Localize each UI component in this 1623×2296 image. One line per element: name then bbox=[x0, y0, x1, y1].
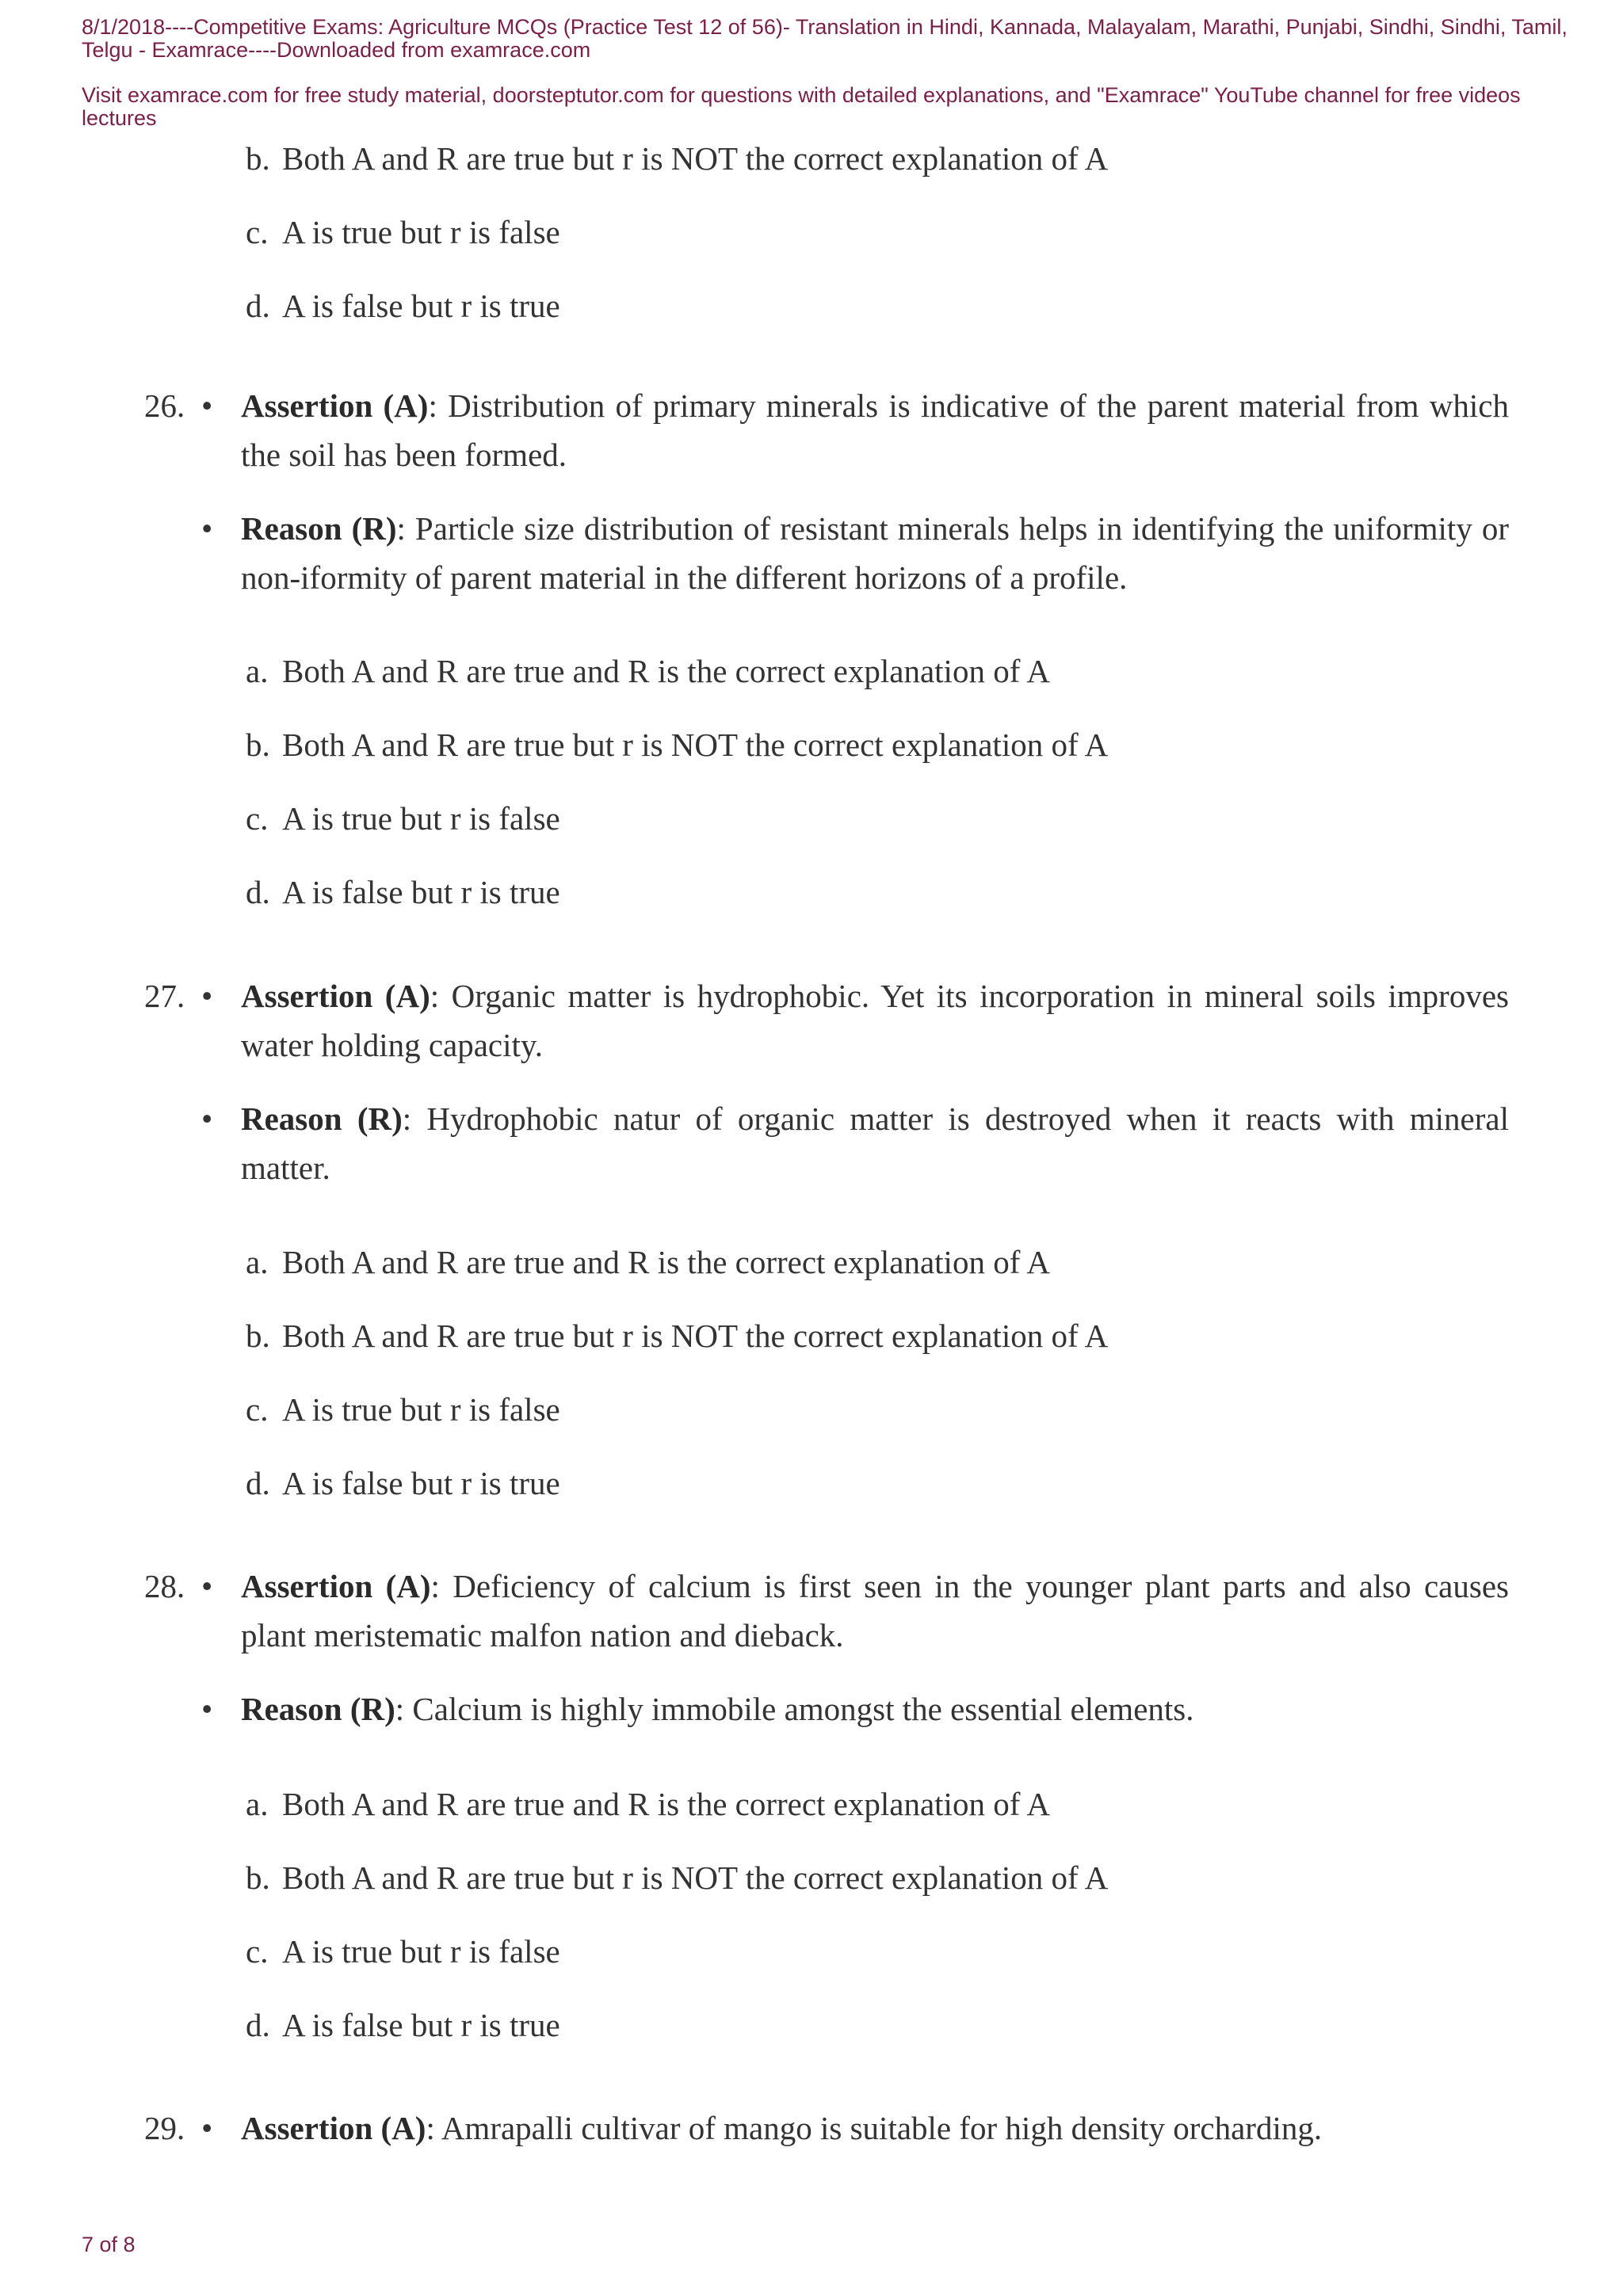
option-a: a. Both A and R are true and R is the correct explanation of A bbox=[246, 1244, 1050, 1280]
option-d: d. A is false but r is true bbox=[246, 288, 560, 324]
option-d: d. A is false but r is true bbox=[246, 2007, 560, 2043]
option-b: b. Both A and R are true but r is NOT the correct explanation of A bbox=[246, 1318, 1109, 1354]
question-number: 26. bbox=[144, 387, 185, 424]
question-number: 27. bbox=[144, 978, 185, 1014]
bullet-icon: • bbox=[201, 1100, 213, 1137]
option-b: b. Both A and R are true but r is NOT the correct explanation of A bbox=[246, 140, 1109, 177]
bullet-icon: • bbox=[201, 1568, 213, 1604]
option-d: d. A is false but r is true bbox=[246, 874, 560, 910]
option-c: c. A is true but r is false bbox=[246, 1933, 560, 1970]
assertion-text: Assertion (A): Distribution of primary minerals is indicative of the parent material from which the soil has been formed. bbox=[241, 387, 1509, 473]
page-header-promo: Visit examrace.com for free study material, doorsteptutor.com for questions with detailed explanations, and "Examrace" YouTube channel for free videos lectures bbox=[82, 83, 1521, 130]
bullet-icon: • bbox=[201, 510, 213, 547]
assertion-text: Assertion (A): Organic matter is hydrophobic. Yet its incorporation in mineral soils improves water holding capacity. bbox=[241, 978, 1509, 1063]
bullet-icon: • bbox=[201, 978, 213, 1014]
assertion-text: Assertion (A): Deficiency of calcium is first seen in the younger plant parts and also causes plant meristematic malfon nation and dieback. bbox=[241, 1568, 1509, 1653]
option-b: b. Both A and R are true but r is NOT the correct explanation of A bbox=[246, 727, 1109, 763]
reason-text: Reason (R): Particle size distribution of resistant minerals helps in identifying the uniformity or non-iformity of parent material in the different horizons of a profile. bbox=[241, 510, 1509, 596]
assertion-text: Assertion (A): Amrapalli cultivar of mango is suitable for high density orcharding. bbox=[241, 2110, 1323, 2146]
reason-text: Reason (R): Hydrophobic natur of organic matter is destroyed when it reacts with mineral matter. bbox=[241, 1100, 1509, 1186]
option-a: a. Both A and R are true and R is the correct explanation of A bbox=[246, 653, 1050, 689]
page-header-title: 8/1/2018----Competitive Exams: Agriculture MCQs (Practice Test 12 of 56)- Translation in Hindi, Kannada, Malayalam, Marathi, Punjabi, Sindhi, Sindhi, Tamil, Telgu - Examrace----Downloaded from examrace.com bbox=[82, 15, 1568, 62]
option-c: c. A is true but r is false bbox=[246, 800, 560, 837]
page-number: 7 of 8 bbox=[82, 2233, 136, 2256]
option-c: c. A is true but r is false bbox=[246, 1391, 560, 1428]
question-number: 28. bbox=[144, 1568, 185, 1604]
reason-text: Reason (R): Calcium is highly immobile amongst the essential elements. bbox=[241, 1691, 1194, 1727]
bullet-icon: • bbox=[201, 2110, 213, 2146]
bullet-icon: • bbox=[201, 1691, 213, 1727]
bullet-icon: • bbox=[201, 387, 213, 424]
option-b: b. Both A and R are true but r is NOT the correct explanation of A bbox=[246, 1859, 1109, 1896]
option-a: a. Both A and R are true and R is the correct explanation of A bbox=[246, 1786, 1050, 1822]
question-number: 29. bbox=[144, 2110, 185, 2146]
option-d: d. A is false but r is true bbox=[246, 1465, 560, 1501]
option-c: c. A is true but r is false bbox=[246, 214, 560, 250]
